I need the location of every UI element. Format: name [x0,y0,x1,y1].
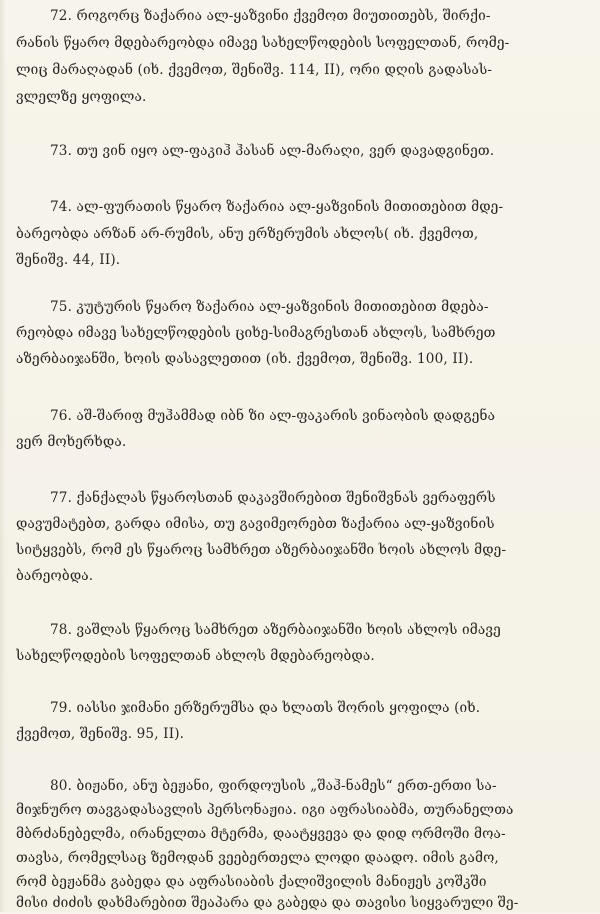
note-line: 79. იასსი ჯიმანი ერზერუმსა და ხლათს შორის ყოფილა (იხ. [50,700,481,716]
note-line: რეობდა იმავე სახელწოდების ციხე-სიმაგრესთან ახლოს, სამხრეთ [16,325,496,341]
note-line: სახელწოდების სოფელთან ახლოს მდებარეობდა. [16,648,375,664]
note-line: აზერბაიჯანში, ხოის დასავლეთით (იხ. ქვემოთ, შენიშვ. 100, II). [16,351,474,367]
note-line: 80. ბიჟანი, ანუ ბეჟანი, ფირდოუსის „შაჰ-ნამეს“ ერთ-ერთი სა- [50,778,497,794]
page-gutter-shadow [0,0,6,912]
note-line: მისი ძიძის დახმარებით შეაპარა და გაბედა და თავისი სიყვარული შე- [16,895,519,911]
note-line: 77. ქანქალას წყაროსთან დაკავშირებით შენიშვნას ვერაფერს [50,490,496,506]
note-line: მიჯნურო თავგადასავლის პერსონაჟია. იგი აფრასიაბმა, თურანელთა [16,802,514,818]
note-line: ქვემოთ, შენიშვ. 95, II). [16,726,185,742]
note-line: 73. თუ ვინ იყო ალ-ფაკიჰ ჰასან ალ-მარაღი, ვერ დავადგინეთ. [50,143,495,159]
note-line: ვერ მოხერხდა. [16,434,127,450]
note-line: შენიშვ. 44, II). [16,252,121,268]
note-line: 78. ვაშლას წყაროც სამხრეთ აზერბაიჯანში ხოის ახლოს იმავე [50,622,501,638]
note-line: 75. კუტურის წყარო ზაქარია ალ-ყაზვინის მითითებით მდება- [50,299,489,315]
note-line: ბარეობდა არზან არ-რუმის, ანუ ერზერუმის ახლოს( იხ. ქვემოთ, [16,226,479,242]
note-line: ლიც მარაღადან (იხ. ქვემოთ, შენიშვ. 114, II), ორი დღის გადასას- [16,62,493,78]
note-line: რომ ბეჟანმა გაბედა და აფრასიაბის ქალიშვილის მანიჟეს კოშკში [16,874,487,890]
note-line: სიტყვებს, რომ ეს წყაროც სამხრეთ აზერბაიჯანში ხოის ახლოს მდე- [16,542,507,558]
note-line: ვლელზე ყოფილა. [16,89,147,105]
note-line: 74. ალ-ფურათის წყარო ზაქარია ალ-ყაზვინის მითითებით მდე- [50,199,504,215]
note-line: რანის წყარო მდებარეობდა იმავე სახელწოდების სოფელთან, რომე- [16,35,510,51]
note-line: თავსა, რომელსაც ზემოდან ვეებერთელა ლოდი დაადო. იმის გამო, [16,850,499,866]
note-line: 72. როგორც ზაქარია ალ-ყაზვინი ქვემოთ მიუთითებს, შირქი- [50,8,491,24]
note-line: 76. აშ-შარიფ მუჰამმად იბნ ზი ალ-ფაკარის ვინაობის დადგენა [50,408,496,424]
note-line: მბრძანებელმა, ირანელთა მტერმა, დაატყვევა და დიდ ორმოში მოა- [16,826,506,842]
note-line: დავუმატებთ, გარდა იმისა, თუ გავიმეორებთ ზაქარია ალ-ყაზვინის [16,516,495,532]
note-line: ბარეობდა. [16,568,94,584]
